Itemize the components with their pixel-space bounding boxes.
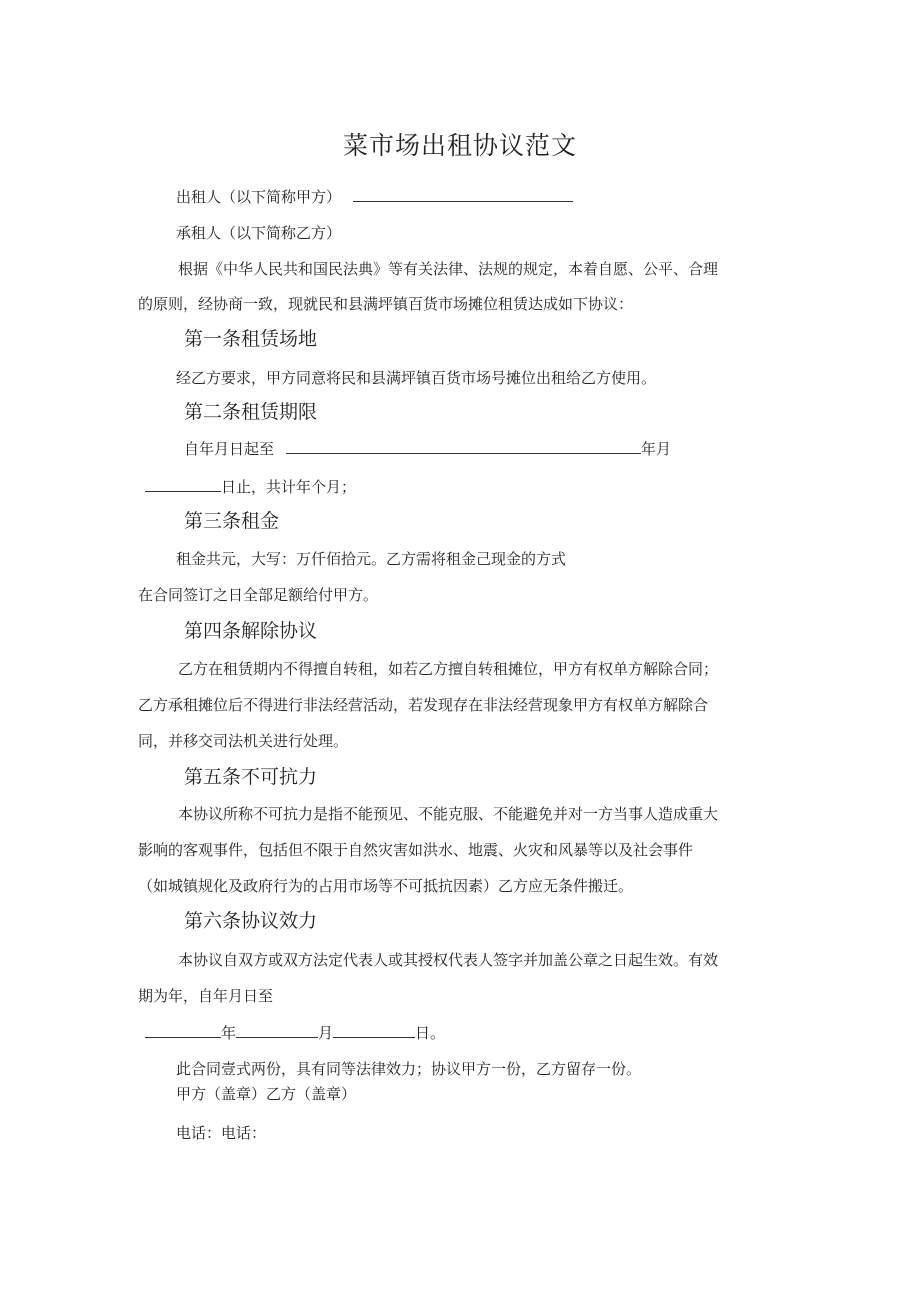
phone-line: 电话：电话： bbox=[176, 1124, 267, 1142]
term-year-month-label: 年月 bbox=[641, 440, 672, 458]
document-title: 菜市场出租协议范文 bbox=[342, 131, 577, 160]
article-2-term-line bbox=[184, 439, 671, 459]
article-3-heading: 第三条租金 bbox=[184, 510, 280, 532]
end-year-blank bbox=[145, 1023, 221, 1038]
article-6-body-2: 期为年，自年月日至 bbox=[138, 987, 274, 1005]
article-6-date-line bbox=[145, 1023, 445, 1043]
article-4-body-3: 同，并移交司法机关进行处理。 bbox=[138, 732, 349, 750]
article-4-heading: 第四条解除协议 bbox=[184, 620, 318, 642]
article-3-body-2: 在合同签订之日全部足额给付甲方。 bbox=[138, 586, 379, 604]
article-3-body-1: 租金共元，大写：万仟佰拾元。乙方需将租金己现金的方式 bbox=[176, 550, 567, 568]
article-6-body-1: 本协议自双方或双方法定代表人或其授权代表人签字并加盖公章之日起生效。有效 bbox=[178, 951, 719, 969]
term-day-blank bbox=[145, 477, 221, 492]
article-4-body-1: 乙方在租赁期内不得擅自转租，如若乙方擅自转租摊位，甲方有权单方解除合同； bbox=[178, 660, 719, 678]
end-month-blank bbox=[236, 1023, 318, 1038]
article-2-heading: 第二条租赁期限 bbox=[184, 401, 318, 423]
copies-clause: 此合同壹式两份，具有同等法律效力；协议甲方一份，乙方留存一份。 bbox=[176, 1060, 642, 1078]
preamble-line-1: 根据《中华人民共和国民法典》等有关法律、法规的规定，本着自愿、公平、合理 bbox=[178, 260, 719, 278]
lessor-line bbox=[176, 187, 573, 207]
article-5-heading: 第五条不可抗力 bbox=[184, 766, 318, 788]
article-1-heading: 第一条租赁场地 bbox=[184, 328, 318, 350]
article-5-body-3: （如城镇规化及政府行为的占用市场等不可抵抗因素）乙方应无条件搬迁。 bbox=[138, 877, 634, 895]
end-day-label: 日。 bbox=[415, 1024, 446, 1042]
article-5-body-2: 影响的客观事件，包括但不限于自然灾害如洪水、地震、火灾和风暴等以及社会事件 bbox=[138, 841, 694, 859]
article-2-term-end-line bbox=[145, 477, 356, 497]
end-year-label: 年 bbox=[221, 1024, 237, 1042]
article-1-body: 经乙方要求，甲方同意将民和县满坪镇百货市场号摊位出租给乙方使用。 bbox=[176, 369, 657, 387]
end-month-label: 月 bbox=[318, 1024, 334, 1042]
signature-line: 甲方（盖章）乙方（盖章） bbox=[176, 1085, 357, 1103]
preamble-line-2: 的原则，经协商一致，现就民和县满坪镇百货市场摊位租赁达成如下协议： bbox=[138, 295, 634, 313]
article-5-body-1: 本协议所称不可抗力是指不能预见、不能克服、不能避免并对一方当事人造成重大 bbox=[178, 805, 719, 823]
end-day-blank bbox=[333, 1023, 415, 1038]
term-from-label: 自年月日起至 bbox=[184, 440, 275, 458]
term-end-blank bbox=[286, 439, 641, 454]
term-end-text: 日止，共计年个月； bbox=[221, 478, 357, 496]
lessee-label: 承租人（以下简称乙方） bbox=[176, 224, 342, 242]
article-4-body-2: 乙方承租摊位后不得进行非法经营活动，若发现存在非法经营现象甲方有权单方解除合 bbox=[138, 696, 709, 714]
lessor-blank bbox=[353, 187, 573, 202]
lessor-label: 出租人（以下简称甲方） bbox=[176, 188, 342, 206]
article-6-heading: 第六条协议效力 bbox=[184, 910, 318, 932]
